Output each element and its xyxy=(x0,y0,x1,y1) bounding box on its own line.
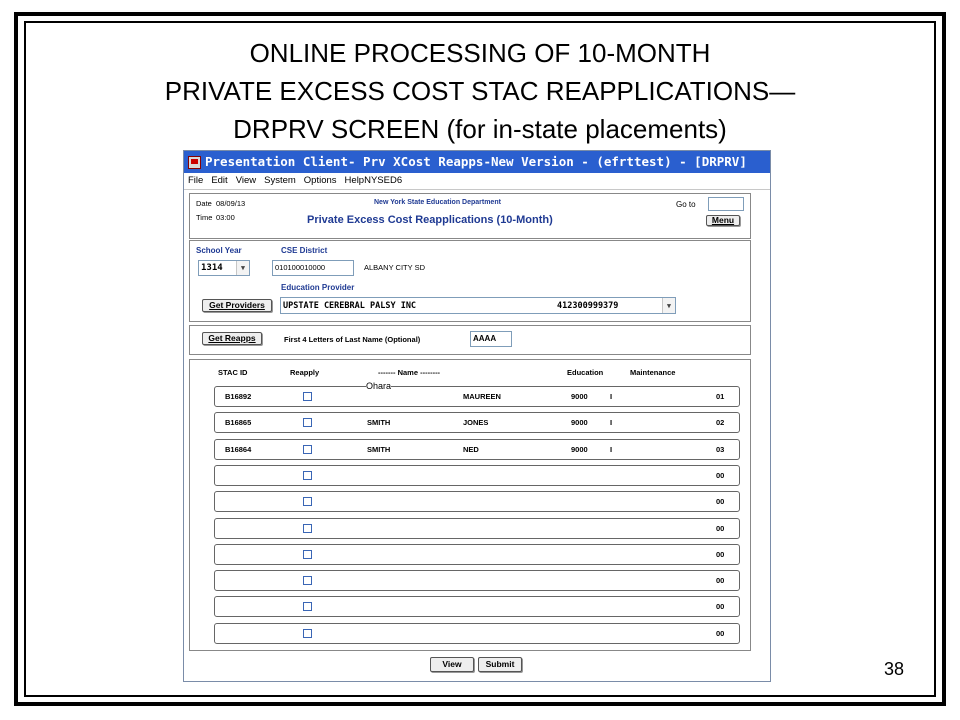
row-number-cell: 00 xyxy=(716,602,725,612)
time-value: 03:00 xyxy=(216,213,235,222)
goto-label: Go to xyxy=(676,200,696,209)
education-provider-name: UPSTATE CEREBRAL PALSY INC xyxy=(283,301,417,311)
view-button[interactable] xyxy=(430,657,474,672)
table-row xyxy=(214,386,740,407)
slide-title xyxy=(40,34,920,148)
menu-bar xyxy=(184,173,770,190)
reapply-checkbox[interactable] xyxy=(303,550,312,559)
selection-panel xyxy=(189,240,751,322)
get-providers-label: Get Providers xyxy=(209,300,265,310)
header-maintenance: Maintenance xyxy=(630,368,676,377)
maintenance-cell: I xyxy=(610,444,613,454)
overlay-name-text: Ohara xyxy=(366,381,392,391)
submit-button-label: Submit xyxy=(485,659,515,669)
row-number-cell: 02 xyxy=(716,418,725,428)
get-reapps-button[interactable] xyxy=(202,332,262,345)
reapply-checkbox[interactable] xyxy=(303,471,312,480)
reapply-checkbox[interactable] xyxy=(303,445,312,454)
row-number-cell: 00 xyxy=(716,523,725,533)
get-providers-button[interactable] xyxy=(202,299,272,312)
maintenance-cell: I xyxy=(610,392,613,401)
reapply-checkbox[interactable] xyxy=(303,497,312,506)
education-provider-select[interactable] xyxy=(280,297,676,314)
school-year-label: School Year xyxy=(196,246,242,255)
table-row xyxy=(214,439,740,460)
header-stac-id: STAC ID xyxy=(218,368,248,377)
chevron-down-icon[interactable]: ▼ xyxy=(236,261,249,275)
education-cell: 9000 xyxy=(571,444,588,454)
menu-view[interactable]: View xyxy=(235,175,257,186)
menu-button[interactable] xyxy=(706,215,740,226)
table-row xyxy=(214,518,740,539)
date-value: 08/09/13 xyxy=(216,199,246,208)
reapps-grid-panel xyxy=(189,359,751,651)
reapps-filter-panel xyxy=(189,325,751,355)
time-label: Time xyxy=(196,213,213,222)
education-cell: 9000 xyxy=(571,392,588,401)
school-year-value: 1314 xyxy=(201,263,223,273)
education-cell: 9000 xyxy=(571,418,588,428)
header-reapply: Reapply xyxy=(290,368,320,377)
education-provider-code: 412300999379 xyxy=(557,301,619,311)
header-name: ------- Name -------- xyxy=(378,368,441,377)
menu-options[interactable]: Options xyxy=(303,175,337,186)
first-name-cell: MAUREEN xyxy=(463,392,501,401)
last-name-cell: SMITH xyxy=(367,444,391,454)
row-number-cell: 00 xyxy=(716,576,725,586)
goto-input[interactable] xyxy=(708,197,744,211)
app-window xyxy=(183,150,771,682)
window-titlebar xyxy=(184,151,770,173)
row-number-cell: 00 xyxy=(716,628,725,638)
slide-title-line-1: ONLINE PROCESSING OF 10-MONTH xyxy=(249,38,711,68)
menu-button-label: Menu xyxy=(711,215,735,225)
row-number-cell: 00 xyxy=(716,549,725,559)
window-title: Presentation Client- Prv XCost Reapps-New Version - (efrttest) - [DRPRV] xyxy=(205,154,747,169)
table-row xyxy=(214,491,740,512)
slide-title-line-3: DRPRV SCREEN (for in-state placements) xyxy=(233,114,727,144)
reapply-checkbox[interactable] xyxy=(303,418,312,427)
first-name-cell: JONES xyxy=(463,418,489,428)
stac-id-cell: B16864 xyxy=(225,444,252,454)
table-row xyxy=(214,596,740,617)
stac-id-cell: B16892 xyxy=(225,392,252,401)
cse-district-input[interactable]: 010100010000 xyxy=(272,260,354,276)
slide-title-line-2: PRIVATE EXCESS COST STAC REAPPLICATIONS— xyxy=(164,76,796,106)
table-row xyxy=(214,412,740,433)
page-number: 38 xyxy=(883,659,904,679)
header-panel xyxy=(189,193,751,239)
stac-id-cell: B16865 xyxy=(225,418,252,428)
row-number-cell: 03 xyxy=(716,444,725,454)
school-year-select[interactable] xyxy=(198,260,250,276)
reapply-checkbox[interactable] xyxy=(303,392,312,401)
view-button-label: View xyxy=(442,659,462,669)
app-icon xyxy=(188,156,201,169)
cse-district-name: ALBANY CITY SD xyxy=(364,263,425,272)
row-number-cell: 00 xyxy=(716,497,725,507)
last-name-label: First 4 Letters of Last Name (Optional) xyxy=(284,335,421,344)
reapply-checkbox[interactable] xyxy=(303,524,312,533)
education-provider-label: Education Provider xyxy=(281,283,355,292)
last-name-input[interactable]: AAAA xyxy=(470,331,512,347)
get-reapps-label: Get Reapps xyxy=(208,333,256,343)
menu-help[interactable]: HelpNYSED6 xyxy=(344,175,403,186)
screen-title: Private Excess Cost Reapplications (10-Month) xyxy=(307,214,553,226)
table-row xyxy=(214,465,740,486)
menu-file[interactable]: File xyxy=(188,175,204,186)
chevron-down-icon[interactable]: ▼ xyxy=(662,298,675,313)
maintenance-cell: I xyxy=(610,418,613,428)
menu-system[interactable]: System xyxy=(264,175,296,186)
cse-district-label: CSE District xyxy=(281,246,328,255)
department-name: New York State Education Department xyxy=(374,199,501,206)
table-row xyxy=(214,623,740,644)
reapply-checkbox[interactable] xyxy=(303,576,312,585)
menu-edit[interactable]: Edit xyxy=(211,175,228,186)
row-number-cell: 01 xyxy=(716,392,725,401)
table-row xyxy=(214,570,740,591)
first-name-cell: NED xyxy=(463,444,479,454)
header-education: Education xyxy=(567,368,604,377)
table-row xyxy=(214,544,740,565)
date-label: Date xyxy=(196,199,212,208)
row-number-cell: 00 xyxy=(716,470,725,480)
last-name-cell: SMITH xyxy=(367,418,391,428)
reapply-checkbox[interactable] xyxy=(303,602,312,611)
reapply-checkbox[interactable] xyxy=(303,629,312,638)
submit-button[interactable] xyxy=(478,657,522,672)
